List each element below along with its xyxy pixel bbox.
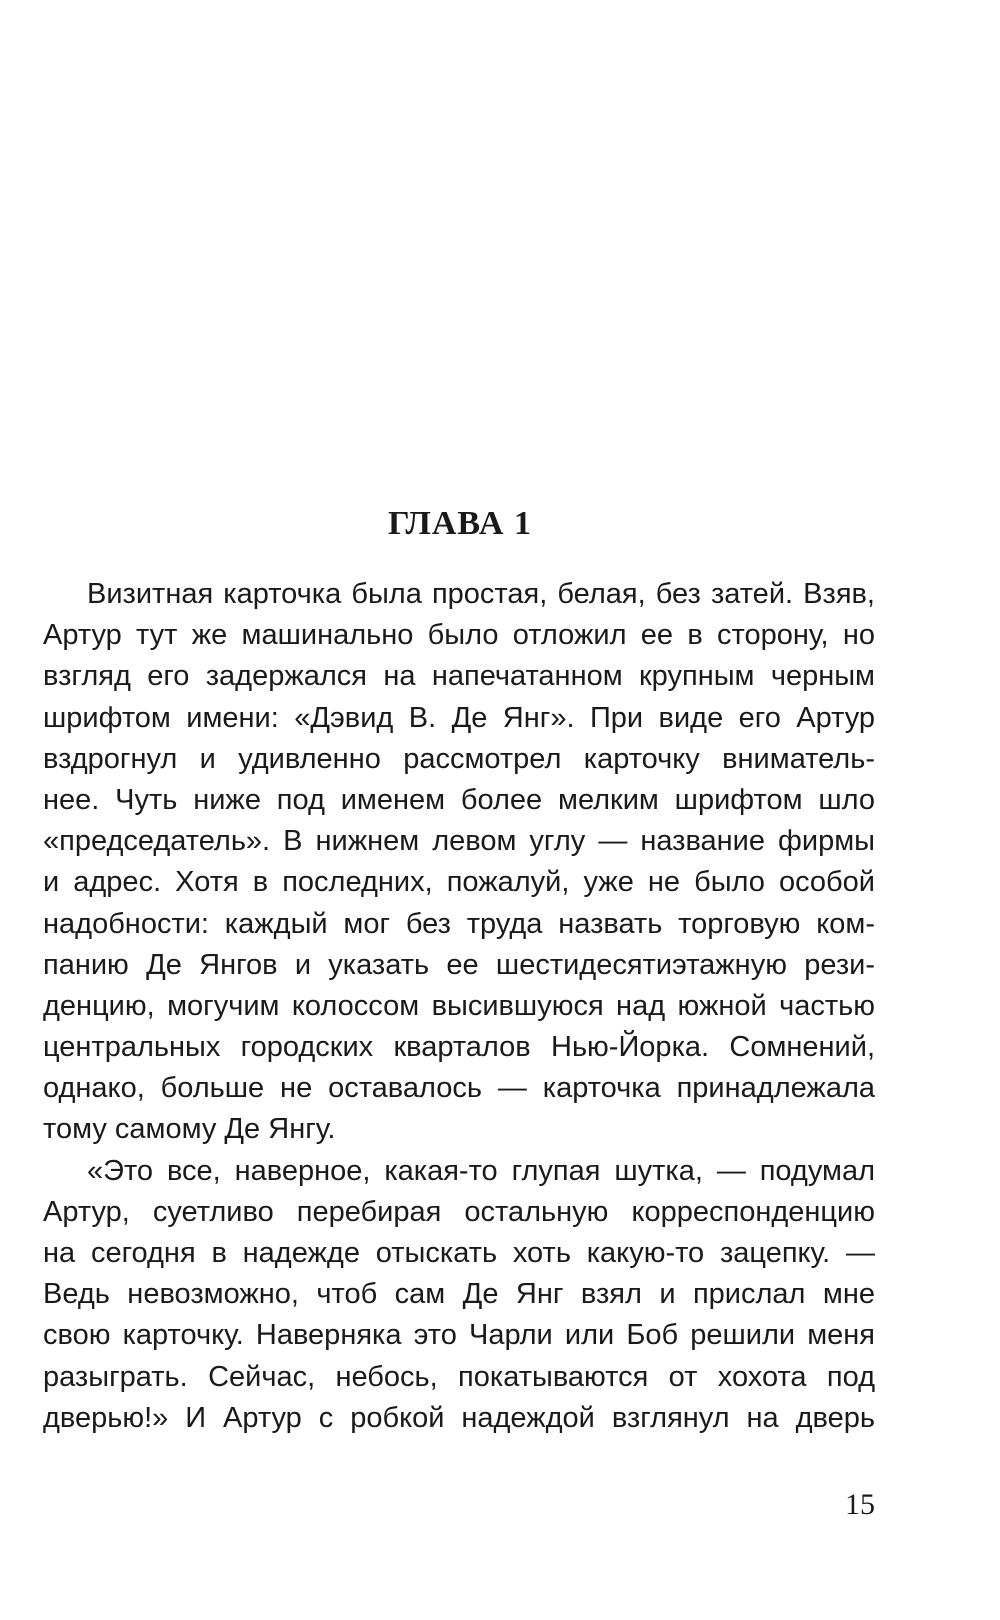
text-line: Ведь невозможно, чтоб сам Де Янг взял и прислал мне <box>43 1278 875 1311</box>
page-number: 15 <box>845 1488 875 1521</box>
text-line: и адрес. Хотя в последних, пожалуй, уже не было особой <box>43 866 875 899</box>
chapter-title: ГЛАВА 1 <box>388 505 532 542</box>
text-line: шрифтом имени: «Дэвид В. Де Янг». При виде его Артур <box>43 701 875 734</box>
text-line: денцию, могучим колоссом высившуюся над южной частью <box>43 989 875 1022</box>
text-line: Визитная карточка была простая, белая, без затей. Взяв, <box>87 578 875 610</box>
text-line: на сегодня в надежде отыскать хоть какую-то зацепку. — <box>43 1237 875 1269</box>
text-line: нее. Чуть ниже под именем более мелким шрифтом шло <box>43 783 875 816</box>
text-line: «председатель». В нижнем левом углу — название фирмы <box>43 825 875 858</box>
text-line: тому самому Де Янгу. <box>43 1113 336 1146</box>
text-line: однако, больше не оставалось — карточка принадлежала <box>43 1072 875 1105</box>
text-line: разыграть. Сейчас, небось, покатываются от хохота под <box>43 1360 875 1393</box>
text-line: надобности: каждый мог без труда назвать торговую ком- <box>43 907 875 940</box>
text-line: Артур тут же машинально было отложил ее в сторону, но <box>43 619 875 652</box>
text-line: центральных городских кварталов Нью-Йорка. Сомнений, <box>43 1031 875 1064</box>
text-line: дверью!» И Артур с робкой надеждой взглянул на дверь <box>43 1401 875 1434</box>
text-line: панию Де Янгов и указать ее шестидесятиэтажную рези- <box>43 948 875 981</box>
text-line: свою карточку. Наверняка это Чарли или Боб решили меня <box>43 1319 875 1352</box>
text-line: «Это все, наверное, какая-то глупая шутка, — подумал <box>87 1154 875 1187</box>
text-line: взгляд его задержался на напечатанном крупным черным <box>43 660 875 693</box>
text-line: вздрогнул и удивленно рассмотрел карточку вниматель- <box>43 742 875 775</box>
body-text <box>43 574 875 1439</box>
text-line: Артур, суетливо перебирая остальную корреспонденцию <box>43 1195 875 1228</box>
